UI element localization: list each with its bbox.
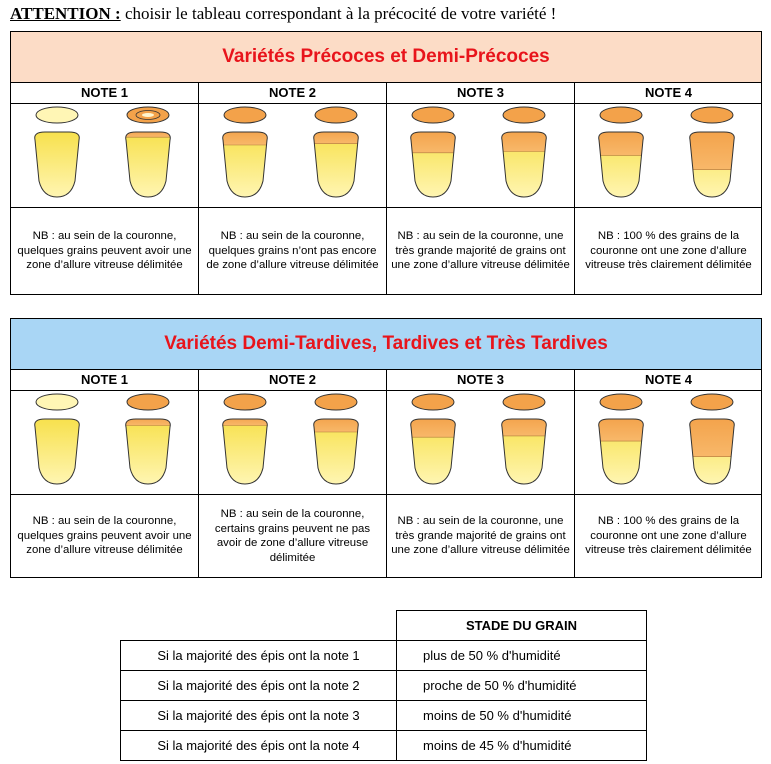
grain-pair-svg: [387, 104, 574, 207]
grain-stage-table: [120, 610, 647, 761]
attention-notice: [10, 4, 556, 24]
stage-value: moins de 50 % d'humidité: [397, 700, 647, 730]
grain-top-view: [224, 394, 266, 410]
table-row: [121, 640, 647, 670]
grain-top-view: [691, 107, 733, 123]
note-header: NOTE 2: [199, 83, 386, 104]
note-column: [11, 83, 198, 294]
table-row: [121, 730, 647, 760]
grain-top-view: [36, 107, 78, 123]
early-varieties-table: [10, 31, 762, 295]
table-row: [121, 670, 647, 700]
stage-condition: Si la majorité des épis ont la note 3: [121, 700, 397, 730]
note-column: [386, 83, 574, 294]
grain-top-view: [412, 107, 454, 123]
stage-header: STADE DU GRAIN: [397, 611, 647, 641]
grain-illustration: [199, 391, 386, 495]
note-column: [11, 370, 198, 577]
note-description: NB : au sein de la couronne, quelques grains n’ont pas encore de zone d’allure vitreuse délimitée: [206, 230, 379, 272]
attention-text: choisir le tableau correspondant à la précocité de votre variété !: [120, 4, 557, 23]
grain-pair-svg: [575, 391, 762, 494]
note-description: NB : 100 % des grains de la couronne ont une zone d’allure vitreuse très clairement délimitée: [585, 230, 752, 272]
grain-top-view: [315, 394, 357, 410]
note-description: NB : au sein de la couronne, quelques grains peuvent avoir une zone d’allure vitreuse délimitée: [17, 230, 192, 272]
note-description: NB : au sein de la couronne, une très grande majorité de grains ont une zone d’allure vitreuse délimitée: [391, 515, 570, 557]
note-header: NOTE 3: [387, 83, 574, 104]
note-description: NB : 100 % des grains de la couronne ont une zone d’allure vitreuse très clairement délimitée: [585, 515, 752, 557]
stage-value: plus de 50 % d'humidité: [397, 640, 647, 670]
grain-pair-svg: [575, 104, 762, 207]
grain-illustration: [199, 104, 386, 208]
grain-illustration: [387, 391, 574, 495]
grain-top-view: [503, 107, 545, 123]
grain-top-view: [503, 394, 545, 410]
grain-top-view: [691, 394, 733, 410]
grain-top-view: [315, 107, 357, 123]
note-header: NOTE 1: [11, 370, 198, 391]
late-varieties-table: [10, 318, 762, 578]
grain-top-view: [412, 394, 454, 410]
grain-top-view: [600, 394, 642, 410]
note-column: [198, 83, 386, 294]
late-varieties-title: Variétés Demi-Tardives, Tardives et Très Tardives: [11, 319, 761, 370]
grain-illustration: [11, 104, 198, 208]
grain-illustration: [575, 104, 762, 208]
stage-value: proche de 50 % d'humidité: [397, 670, 647, 700]
grain-illustration: [11, 391, 198, 495]
grain-illustration: [387, 104, 574, 208]
note-description: NB : au sein de la couronne, certains grains peuvent ne pas avoir de zone d’allure vitreuse délimitée: [214, 508, 371, 564]
grain-pair-svg: [199, 104, 386, 207]
early-varieties-title: Variétés Précoces et Demi-Précoces: [11, 32, 761, 83]
stage-condition: Si la majorité des épis ont la note 2: [121, 670, 397, 700]
note-header: NOTE 2: [199, 370, 386, 391]
table-row: [121, 700, 647, 730]
note-header: NOTE 4: [575, 83, 762, 104]
grain-pair-svg: [11, 104, 198, 207]
note-column: [198, 370, 386, 577]
stage-table-header-row: [121, 611, 647, 641]
grain-top-core: [142, 113, 154, 117]
grain-pair-svg: [387, 391, 574, 494]
stage-condition: Si la majorité des épis ont la note 4: [121, 730, 397, 760]
stage-condition: Si la majorité des épis ont la note 1: [121, 640, 397, 670]
note-header: NOTE 1: [11, 83, 198, 104]
grain-pair-svg: [11, 391, 198, 494]
grain-pair-svg: [199, 391, 386, 494]
note-column: [574, 83, 762, 294]
attention-label: ATTENTION :: [10, 4, 121, 23]
note-description: NB : au sein de la couronne, quelques grains peuvent avoir une zone d’allure vitreuse délimitée: [17, 515, 192, 557]
note-header: NOTE 3: [387, 370, 574, 391]
note-header: NOTE 4: [575, 370, 762, 391]
grain-top-view: [36, 394, 78, 410]
note-description: NB : au sein de la couronne, une très grande majorité de grains ont une zone d’allure vitreuse délimitée: [391, 230, 570, 272]
grain-illustration: [575, 391, 762, 495]
grain-top-view: [224, 107, 266, 123]
note-column: [574, 370, 762, 577]
grain-top-view: [600, 107, 642, 123]
grain-top-view: [127, 394, 169, 410]
stage-value: moins de 45 % d'humidité: [397, 730, 647, 760]
note-column: [386, 370, 574, 577]
